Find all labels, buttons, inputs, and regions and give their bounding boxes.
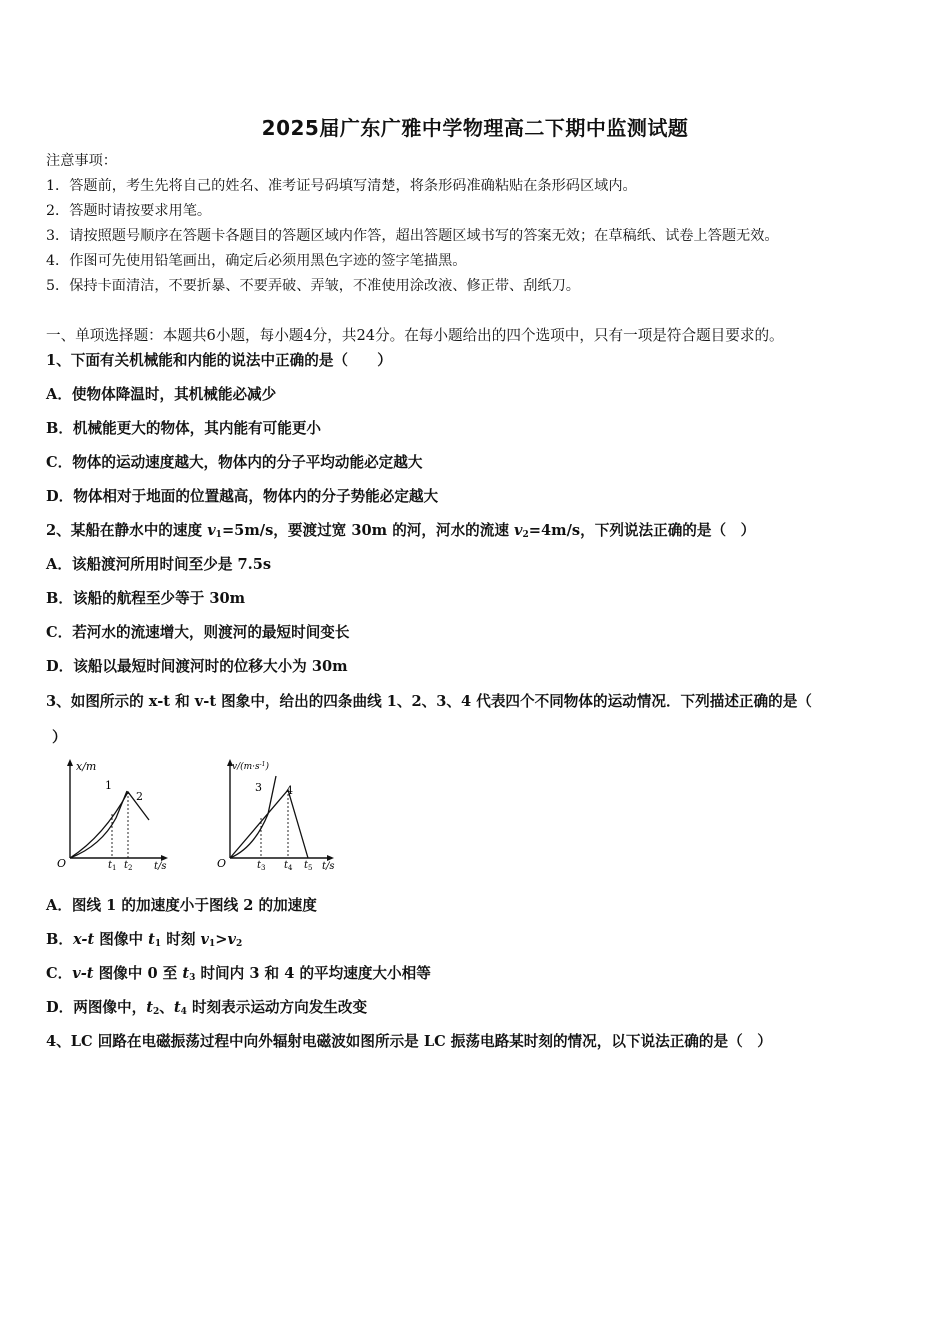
- question-3-option-c: [46, 964, 431, 988]
- notice-heading: 注意事项：: [46, 153, 117, 169]
- q2-stem-part-a: 2、某船在静水中的速度: [46, 522, 208, 539]
- vt-curve-3-label: 3: [255, 781, 262, 794]
- q3b-prefix: B．: [46, 931, 73, 948]
- xt-curve-2-label: 2: [136, 790, 143, 803]
- vt-curve-4-label: 4: [286, 784, 293, 797]
- q3c-prefix: C．: [46, 965, 73, 982]
- question-1-option-a: A．使物体降温时，其机械能必减少: [46, 386, 277, 403]
- xt-graph: [56, 756, 176, 874]
- q3d-rest: 时刻表示运动方向发生改变: [186, 999, 368, 1016]
- notice-item-5: 5．保持卡面清洁，不要折暴、不要弄破、弄皱，不准使用涂改液、修正带、刮纸刀。: [46, 278, 580, 294]
- q2-stem-part-b: =5m/s，要渡过宽 30m 的河，河水的流速: [221, 522, 515, 539]
- question-1-option-c: C．物体的运动速度越大，物体内的分子平均动能必定越大: [46, 454, 423, 471]
- xt-t1-label: t: [108, 860, 113, 871]
- vt-origin: O: [217, 857, 227, 870]
- xt-t2-sub: 2: [128, 864, 133, 872]
- question-1-option-d: D．物体相对于地面的位置越高，物体内的分子势能必定越大: [46, 488, 439, 505]
- q2-stem-part-c: =4m/s，下列说法正确的是（ ）: [528, 522, 756, 539]
- q3b-v1-sub: 1: [209, 939, 216, 949]
- question-3-option-d: [46, 998, 367, 1022]
- q3c-rest: 时间内 3 和 4 的平均速度大小相等: [195, 965, 431, 982]
- q2-v2-sub: 2: [522, 530, 529, 540]
- question-3-option-a: A．图线 1 的加速度小于图线 2 的加速度: [46, 897, 317, 914]
- q3d-sep: 、: [159, 999, 174, 1016]
- vt-y-label-end: ): [265, 762, 270, 772]
- q3b-t-sub: 1: [154, 939, 162, 949]
- xt-curve-1-label: 1: [105, 779, 112, 792]
- xt-origin: O: [57, 857, 67, 870]
- q3b-mid: 图像中: [94, 931, 149, 948]
- vt-t3-label: t: [257, 860, 262, 871]
- vt-t3-sub: 3: [261, 864, 266, 872]
- question-2-stem: [46, 521, 755, 545]
- vt-t4-sub: 4: [288, 864, 293, 872]
- section-heading: 一、单项选择题：本题共6小题，每小题4分，共24分。在每小题给出的四个选项中，只有一项是符合题目要求的。: [46, 327, 784, 344]
- vt-t5-sub: 5: [308, 864, 313, 872]
- question-1-stem: 1、下面有关机械能和内能的说法中正确的是（ ）: [46, 352, 392, 369]
- q3b-gt: >: [215, 931, 228, 948]
- xt-t2-label: t: [124, 860, 129, 871]
- vt-y-label: [232, 761, 270, 772]
- question-3-option-b: [46, 930, 242, 954]
- notice-item-2: 2．答题时请按要求用笔。: [46, 203, 212, 219]
- xt-t1-sub: 1: [112, 864, 117, 872]
- q3b-xt: x-t: [72, 931, 95, 948]
- question-2-option-b: B．该船的航程至少等于 30m: [46, 590, 246, 607]
- q2-v2: v: [514, 522, 523, 539]
- q3c-vt: v-t: [72, 965, 94, 982]
- notice-item-1: 1．答题前，考生先将自己的姓名、准考证号码填写清楚，将条形码准确粘贴在条形码区域内。: [46, 178, 637, 194]
- vt-t5-label: t: [304, 860, 309, 871]
- notice-item-4: 4．作图可先使用铅笔画出，确定后必须用黑色字迹的签字笔描黑。: [46, 253, 467, 269]
- xt-curve-1: [70, 791, 127, 858]
- xt-y-arrow: [67, 759, 73, 766]
- q3d-t4-sub: 4: [180, 1007, 187, 1017]
- q3b-t: t: [148, 931, 155, 948]
- xt-x-label: t/s: [154, 861, 167, 872]
- vt-graph: [210, 756, 350, 874]
- question-2-option-c: C．若河水的流速增大，则渡河的最短时间变长: [46, 624, 350, 641]
- vt-curve-4: [230, 790, 308, 858]
- question-4-stem: 4、LC 回路在电磁振荡过程中向外辐射电磁波如图所示是 LC 振荡电路某时刻的情况，以下说法正确的是（ ）: [46, 1033, 772, 1050]
- vt-curve-3: [230, 776, 276, 858]
- q3d-t2-sub: 2: [152, 1007, 160, 1017]
- vt-y-label-sup: -1: [259, 761, 266, 768]
- q3c-t: t: [182, 965, 190, 982]
- question-2-option-d: D．该船以最短时间渡河时的位移大小为 30m: [46, 658, 348, 675]
- question-1-option-b: B．机械能更大的物体，其内能有可能更小: [46, 420, 322, 437]
- q3b-rest: 时刻: [161, 931, 201, 948]
- q3b-v2: v: [227, 931, 236, 948]
- question-3-stem-end: ）: [52, 729, 67, 746]
- question-3-stem: 3、如图所示的 x-t 和 v-t 图象中，给出的四条曲线 1、2、3、4 代表四个不同物体的运动情况．下列描述正确的是（: [46, 693, 812, 710]
- q3c-t-sub: 3: [189, 973, 196, 983]
- q3b-v2-sub: 2: [235, 939, 243, 949]
- vt-x-label: t/s: [322, 861, 335, 872]
- xt-y-label: x/m: [76, 760, 97, 773]
- page-title: 2025届广东广雅中学物理高二下期中监测试题: [261, 116, 689, 140]
- question-2-option-a: A．该船渡河所用时间至少是 7.5s: [46, 556, 272, 573]
- q2-v1: v: [207, 522, 216, 539]
- q3c-mid: 图像中 0 至: [93, 965, 183, 982]
- vt-y-label-main: v/(m·s: [232, 762, 260, 772]
- q3d-t2: t: [146, 999, 153, 1016]
- q3d-prefix: D．两图像中，: [46, 999, 147, 1016]
- notice-item-3: 3．请按照题号顺序在答题卡各题目的答题区域内作答，超出答题区域书写的答案无效；在草稿纸、试卷上答题无效。: [46, 228, 779, 244]
- q3b-v1: v: [200, 931, 209, 948]
- q2-v1-sub: 1: [215, 530, 222, 540]
- q3d-t4: t: [173, 999, 181, 1016]
- vt-t4-label: t: [284, 860, 289, 871]
